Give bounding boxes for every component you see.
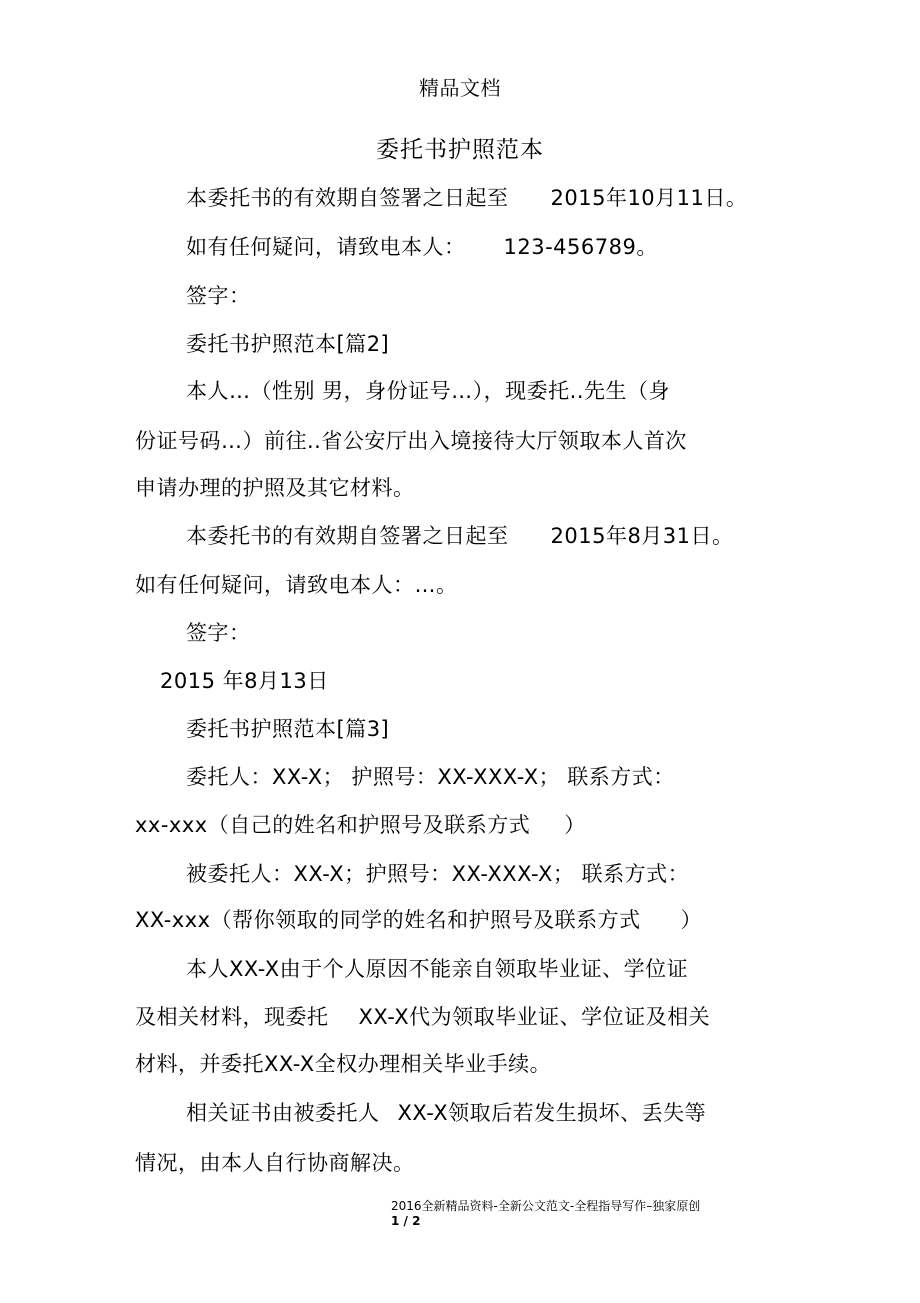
validity-line-1 xyxy=(186,184,747,212)
paragraph-line: 材料，并委托XX-X全权办理相关毕业手续。 xyxy=(135,1052,552,1076)
paragraph-line: 情况，由本人自行协商解决。 xyxy=(135,1151,415,1175)
validity-prefix: 本委托书的有效期自签署之日起至 xyxy=(186,186,509,210)
paragraph-line xyxy=(186,1099,706,1127)
paragraph-line: 份证号码…）前往..省公安厅出入境接待大厅领取本人首次 xyxy=(135,429,687,453)
text-segment: XX-X领取后若发生损坏、丢失等 xyxy=(397,1101,707,1125)
sign-label-2: 签字： xyxy=(186,621,251,645)
closing-paren: ） xyxy=(680,908,703,932)
principal-line-1: 委托人：XX-X； 护照号：XX-XXX-X； 联系方式： xyxy=(186,765,675,789)
section-heading-3: 委托书护照范本[篇3] xyxy=(186,717,390,741)
sign-label-1: 签字： xyxy=(186,284,251,308)
closing-paren: ） xyxy=(564,813,586,837)
agent-line-1: 被委托人：XX-X；护照号：XX-XXX-X； 联系方式： xyxy=(186,862,690,886)
text-segment: 及相关材料，现委托 xyxy=(135,1005,329,1029)
document-title: 委托书护照范本 xyxy=(376,137,544,163)
contact-prefix: 如有任何疑问，请致电本人： xyxy=(186,235,466,259)
validity-prefix: 本委托书的有效期自签署之日起至 xyxy=(186,524,509,548)
paragraph-line: 申请办理的护照及其它材料。 xyxy=(135,476,415,500)
paragraph-line: 本人…（性别 男，身份证号…），现委托..先生（身 xyxy=(186,379,671,403)
paragraph-line: 本人XX-X由于个人原因不能亲自领取毕业证、学位证 xyxy=(186,957,689,981)
footer-promo: 2016全新精品资料-全新公文范文-全程指导写作–独家原创 xyxy=(391,1199,701,1213)
contact-phone: 123-456789。 xyxy=(503,235,658,259)
text-segment: XX-X代为领取毕业证、学位证及相关 xyxy=(358,1005,711,1029)
page-number: 1 / 2 xyxy=(391,1214,421,1228)
date-line: 2015 年8月13日 xyxy=(160,669,329,693)
page-header: 精品文档 xyxy=(419,76,501,100)
text-segment: 相关证书由被委托人 xyxy=(186,1101,380,1125)
section-heading-2: 委托书护照范本[篇2] xyxy=(186,332,390,356)
validity-date: 2015年10月11日。 xyxy=(550,186,748,210)
paragraph-line xyxy=(135,1003,710,1031)
contact-line-1 xyxy=(186,233,658,261)
validity-line-2 xyxy=(186,522,734,550)
principal-note: xx-xxx（自己的姓名和护照号及联系方式 xyxy=(135,813,531,837)
contact-line-2: 如有任何疑问，请致电本人：…。 xyxy=(135,573,458,597)
principal-line-2 xyxy=(135,811,586,839)
validity-date: 2015年8月31日。 xyxy=(550,524,734,548)
agent-note: XX-xxx（帮你领取的同学的姓名和护照号及联系方式 xyxy=(135,908,641,932)
agent-line-2 xyxy=(135,906,702,934)
